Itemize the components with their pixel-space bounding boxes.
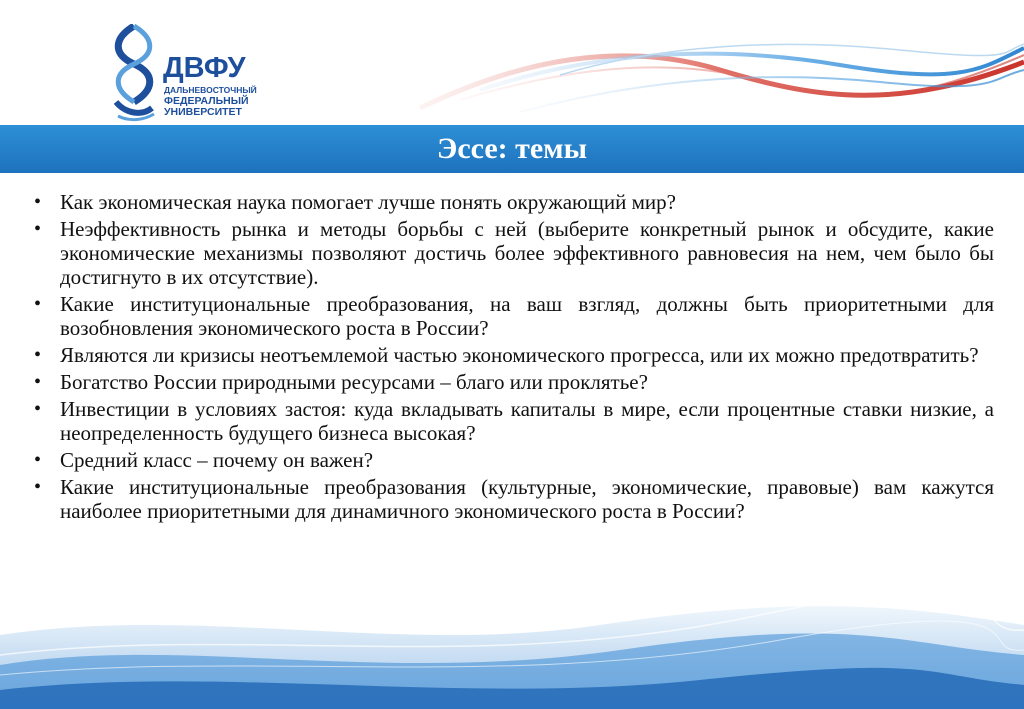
logo-text-line-2: ФЕДЕРАЛЬНЫЙ (164, 95, 249, 107)
list-item: • Неэффективность рынка и методы борьбы с ней (выберите конкретный рынок и обсудите, какие экономические механизмы позволяют достичь более эффективного равновесия на нем, чем было бы достигнуто в их отсутствие). (34, 217, 994, 289)
dvfu-logo-mark (104, 24, 164, 122)
list-item: • Какие институциональные преобразования (культурные, экономические, правовые) вам кажутся наиболее приоритетными для динамичного экономического роста в России? (34, 475, 994, 523)
page-title: Эссе: темы (436, 132, 588, 165)
title-bar (0, 125, 1024, 173)
list-item: • Богатство России природными ресурсами – благо или проклятье? (34, 370, 994, 394)
list-item: • Средний класс – почему он важен? (34, 448, 994, 472)
essay-topics-list (34, 190, 994, 526)
list-item: • Какие институциональные преобразования, на ваш взгляд, должны быть приоритетными для возобновления экономического роста в России? (34, 292, 994, 340)
list-item: • Инвестиции в условиях застоя: куда вкладывать капиталы в мире, если процентные ставки низкие, а неопределенность будущего бизнеса высокая? (34, 397, 994, 445)
list-item: • Являются ли кризисы неотъемлемой частью экономического прогресса, или их можно предотвратить? (34, 343, 994, 367)
logo-text-line-1: ДАЛЬНЕВОСТОЧНЫЙ (164, 85, 257, 95)
list-item: • Как экономическая наука помогает лучше понять окружающий мир? (34, 190, 994, 214)
logo-abbreviation: ДВФУ (163, 52, 246, 84)
logo-text-line-3: УНИВЕРСИТЕТ (164, 106, 242, 118)
footer-wave-decoration (0, 595, 1024, 709)
